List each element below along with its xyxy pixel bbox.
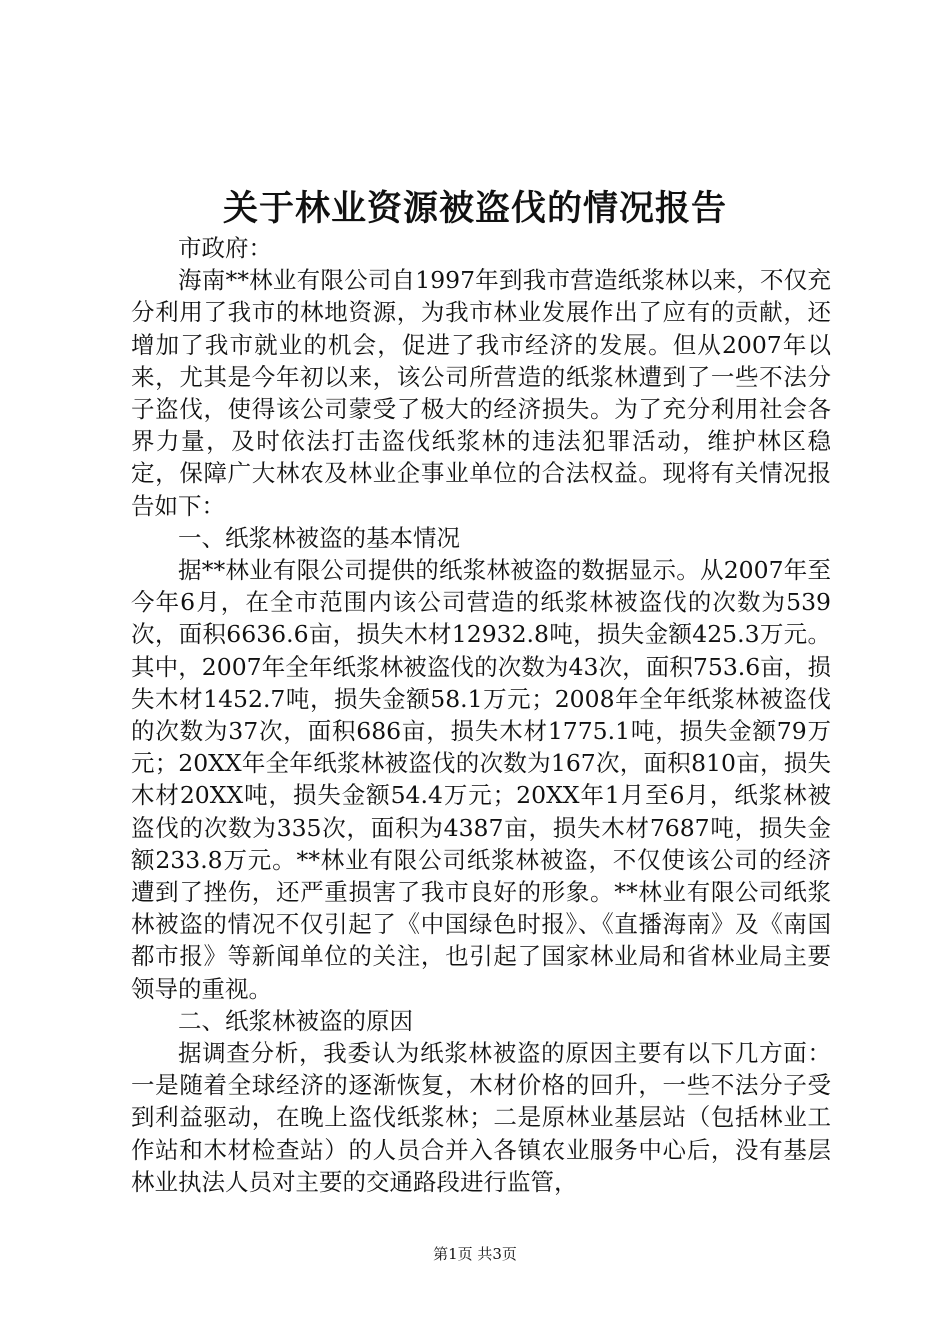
page-number-footer: 第1页 共3页 xyxy=(433,1245,517,1263)
section-heading-1: 一、纸浆林被盗的基本情况 xyxy=(178,523,460,552)
intro-paragraph: 海南**林业有限公司自1997年到我市营造纸浆林以来，不仅充分利用了我市的林地资源，为我市林业发展作出了应有的贡献，还增加了我市就业的机会，促进了我市经济的发展。但从2007年以来，尤其是今年初以来，该公司所营造的纸浆林遭到了一些不法分子盗伐，使得该公司蒙受了极大的经济损失。为了充分利用社会各界力量，及时依法打击盗伐纸浆林的违法犯罪活动，维护林区稳定，保障广大林农及林业企事业单位的合法权益。现将有关情况报告如下： xyxy=(131,266,831,520)
document-title: 关于林业资源被盗伐的情况报告 xyxy=(222,188,727,229)
section-heading-2: 二、纸浆林被盗的原因 xyxy=(178,1006,413,1035)
section-1-paragraph: 据**林业有限公司提供的纸浆林被盗的数据显示。从2007年至今年6月，在全市范围内该公司营造的纸浆林被盗伐的次数为539次，面积6636.6亩，损失木材12932.8吨，损失金额425.3万元。其中，2007年全年纸浆林被盗伐的次数为43次，面积753.6亩，损失木材1452.7吨，损失金额58.1万元；2008年全年纸浆林被盗伐的次数为37次，面积686亩，损失木材1775.1吨，损失金额79万元；20XX年全年纸浆林被盗伐的次数为167次，面积810亩，损失木材20XX吨，损失金额54.4万元；20XX年1月至6月，纸浆林被盗伐的次数为335次，面积为4387亩，损失木材7687吨，损失金额233.8万元。**林业有限公司纸浆林被盗，不仅使该公司的经济遭到了挫伤，还严重损害了我市良好的形象。**林业有限公司纸浆林被盗的情况不仅引起了《中国绿色时报》、《直播海南》及《南国都市报》等新闻单位的关注，也引起了国家林业局和省林业局主要领导的重视。 xyxy=(131,556,831,1003)
document-body xyxy=(131,232,831,1198)
section-2-paragraph: 据调查分析，我委认为纸浆林被盗的原因主要有以下几方面：一是随着全球经济的逐渐恢复，木材价格的回升，一些不法分子受到利益驱动，在晚上盗伐纸浆林；二是原林业基层站（包括林业工作站和木材检查站）的人员合并入各镇农业服务中心后，没有基层林业执法人员对主要的交通路段进行监管， xyxy=(131,1039,831,1196)
salutation: 市政府： xyxy=(178,234,272,262)
